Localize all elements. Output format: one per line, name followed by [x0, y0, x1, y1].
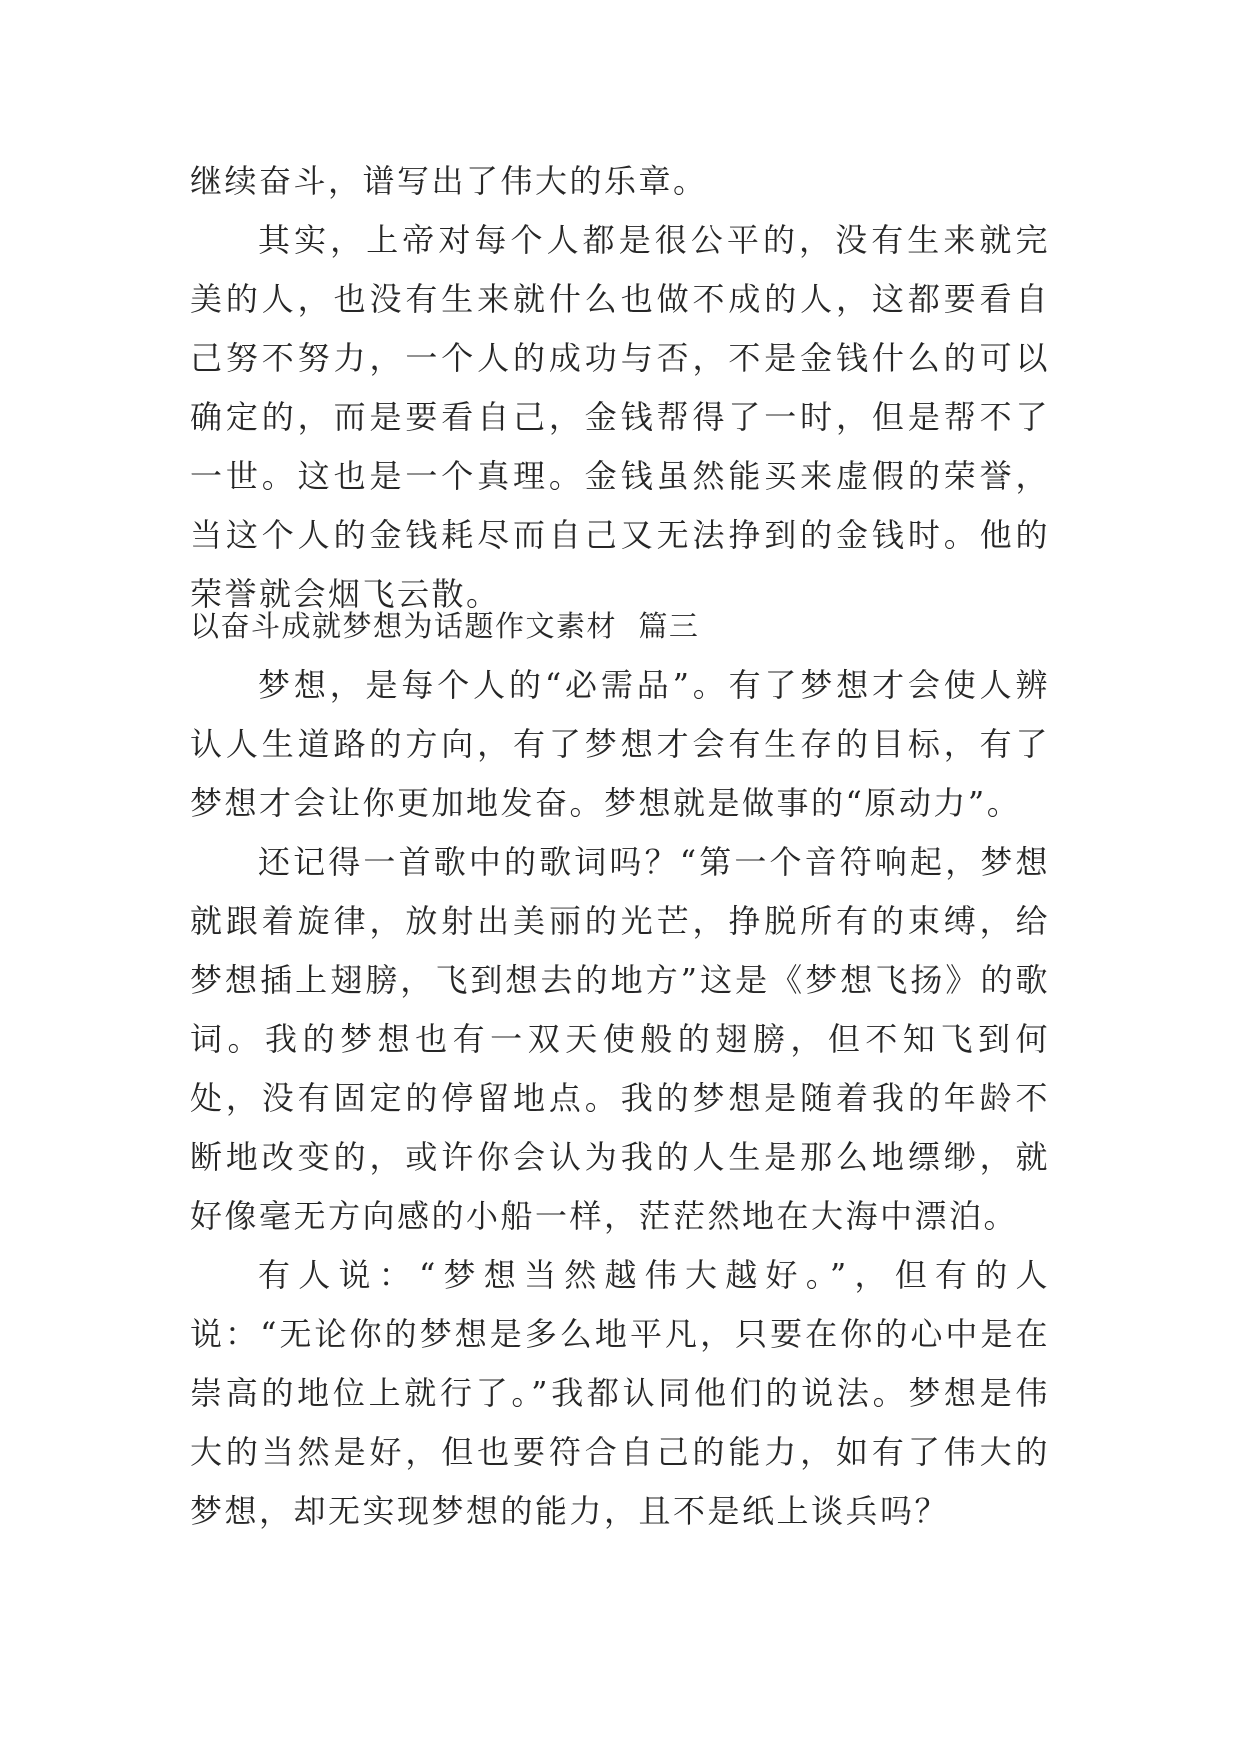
section-b-body	[190, 656, 1050, 1541]
paragraph-song-lyrics: 还记得一首歌中的歌词吗？“第一个音符响起，梦想就跟着旋律，放射出美丽的光芒，挣脱所有的束缚，给梦想插上翅膀，飞到想去的地方”这是《梦想飞扬》的歌词。我的梦想也有一双天使般的翅膀，但不知飞到何处，没有固定的停留地点。我的梦想是随着我的年龄不断地改变的，或许你会认为我的人生是那么地缥缈，就好像毫无方向感的小船一样，茫茫然地在大海中漂泊。	[190, 843, 1050, 1235]
paragraph-dream-ability: 有人说：“梦想当然越伟大越好。”，但有的人说：“无论你的梦想是多么地平凡，只要在你的心中是在崇高的地位上就行了。”我都认同他们的说法。梦想是伟大的当然是好，但也要符合自己的能力，如有了伟大的梦想，却无实现梦想的能力，且不是纸上谈兵吗？	[190, 1256, 1050, 1530]
paragraph-fairness: 其实，上帝对每个人都是很公平的，没有生来就完美的人，也没有生来就什么也做不成的人，这都要看自己努不努力，一个人的成功与否，不是金钱什么的可以确定的，而是要看自己，金钱帮得了一时，但是帮不了一世。这也是一个真理。金钱虽然能买来虚假的荣誉，当这个人的金钱耗尽而自己又无法挣到的金钱时。他的荣誉就会烟飞云散。	[190, 221, 1050, 613]
section-a-body	[190, 152, 1050, 624]
continuation-paragraph: 继续奋斗，谱写出了伟大的乐章。	[190, 162, 708, 200]
paragraph-dream-necessity: 梦想，是每个人的“必需品”。有了梦想才会使人辨认人生道路的方向，有了梦想才会有生存的目标，有了梦想才会让你更加地发奋。梦想就是做事的“原动力”。	[190, 666, 1050, 822]
section-heading: 以奋斗成就梦想为话题作文素材 篇三	[190, 609, 700, 643]
